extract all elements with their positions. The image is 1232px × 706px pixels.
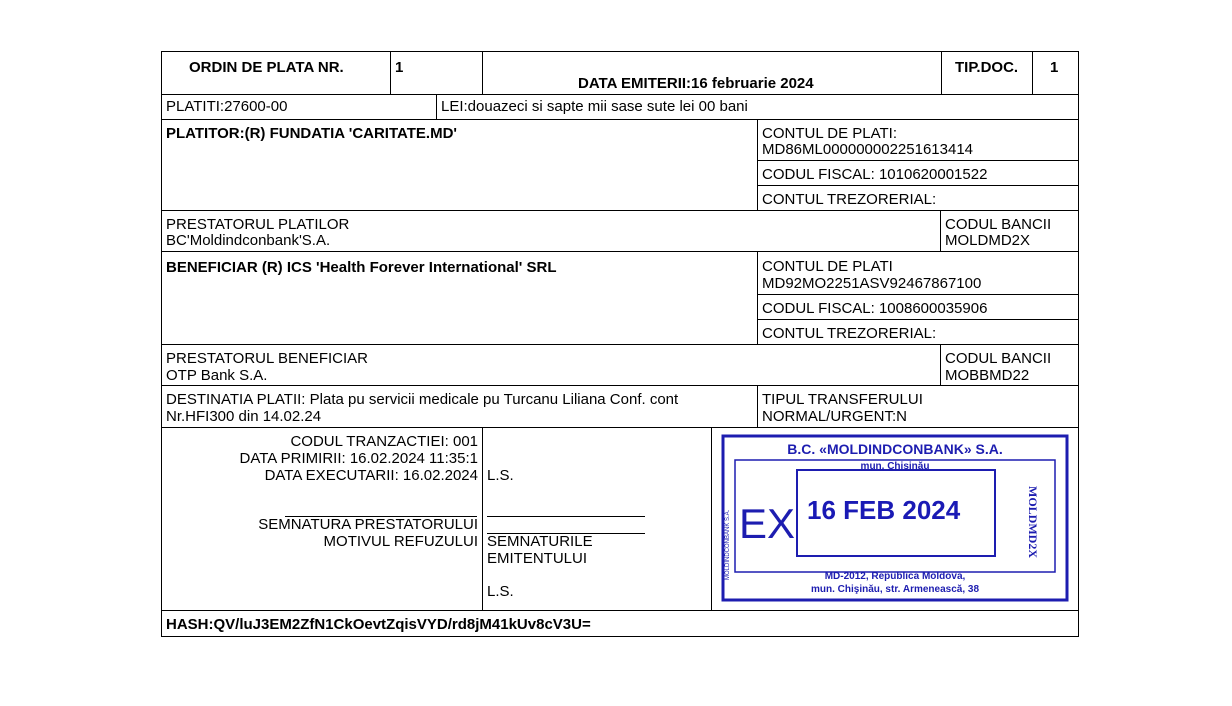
- beneficiary-bank-label: PRESTATORUL BENEFICIAR: [166, 350, 368, 367]
- beneficiary-name: BENEFICIAR (R) ICS 'Health Forever International' SRL: [166, 259, 557, 276]
- issuer-signatures-label-1: SEMNATURILE: [487, 533, 593, 550]
- payer-treasury: CONTUL TREZORERIAL:: [762, 191, 937, 208]
- refusal-reason-label: MOTIVUL REFUZULUI: [323, 533, 478, 550]
- document-title: ORDIN DE PLATA NR.: [189, 59, 344, 76]
- amount-number: PLATITI:27600-00: [166, 98, 288, 115]
- beneficiary-treasury: CONTUL TREZORERIAL:: [762, 325, 937, 342]
- bank-stamp: [721, 434, 1069, 602]
- issue-date: DATA EMITERII:16 februarie 2024: [578, 75, 814, 92]
- payer-bank-code-label: CODUL BANCII: [945, 216, 1052, 233]
- transaction-code: CODUL TRANZACTIEI: 001: [290, 433, 478, 450]
- payer-account: MD86ML000000002251613414: [762, 141, 974, 158]
- payer-name: PLATITOR:(R) FUNDATIA 'CARITATE.MD': [166, 125, 457, 142]
- executed-date: DATA EXECUTARII: 16.02.2024: [264, 467, 478, 484]
- purpose-line-2: Nr.HFI300 din 14.02.24: [166, 408, 322, 425]
- issuer-signature-line-1: [487, 516, 645, 517]
- payer-fiscal: CODUL FISCAL: 1010620001522: [762, 166, 988, 183]
- beneficiary-fiscal: CODUL FISCAL: 1008600035906: [762, 300, 988, 317]
- transfer-type-label: TIPUL TRANSFERULUI: [762, 391, 923, 408]
- stamp-side-left: MOLDINDCONBANK S.A.: [725, 509, 731, 580]
- payment-order: [161, 51, 1079, 637]
- beneficiary-account-label: CONTUL DE PLATI: [762, 258, 893, 275]
- stamp-mark: EX: [739, 500, 796, 547]
- ls-bottom: L.S.: [487, 583, 514, 600]
- beneficiary-account: MD92MO2251ASV92467867100: [762, 275, 982, 292]
- order-number: 1: [395, 59, 404, 76]
- payer-account-label: CONTUL DE PLATI:: [762, 125, 898, 142]
- hash-value: HASH:QV/luJ3EM2ZfN1CkOevtZqisVYD/rd8jM41kUv8cV3U=: [166, 616, 591, 633]
- payer-bank-code: MOLDMD2X: [945, 232, 1031, 249]
- purpose-line-1: DESTINATIA PLATII: Plata pu servicii medicale pu Turcanu Liliana Conf. cont: [166, 391, 679, 408]
- issuer-signatures-label-2: EMITENTULUI: [487, 550, 588, 567]
- amount-words: LEI:douazeci si sapte mii sase sute lei 00 bani: [441, 98, 748, 115]
- doc-type-label: TIP.DOC.: [955, 59, 1019, 76]
- signatures-cell: [482, 427, 712, 611]
- provider-signature-label: SEMNATURA PRESTATORULUI: [258, 516, 478, 533]
- ls-top: L.S.: [487, 467, 514, 484]
- doc-type-value: 1: [1050, 59, 1059, 76]
- stamp-bank-name: B.C. «MOLDINDCONBANK» S.A.: [787, 441, 1003, 457]
- payer-bank-label: PRESTATORUL PLATILOR: [166, 216, 350, 233]
- received-date: DATA PRIMIRII: 16.02.2024 11:35:1: [239, 450, 478, 467]
- stamp-city: mun. Chişinău: [860, 461, 930, 472]
- payer-bank-name: BC'Moldindconbank'S.A.: [166, 232, 331, 249]
- transfer-type-value: NORMAL/URGENT:N: [762, 408, 908, 425]
- stamp-address-1: MD-2012, Republica Moldova,: [824, 571, 966, 582]
- stamp-date: 16 FEB 2024: [807, 495, 961, 525]
- stamp-side-right: MOLDMD2X: [1026, 486, 1040, 558]
- beneficiary-bank-name: OTP Bank S.A.: [166, 367, 268, 384]
- beneficiary-bank-code: MOBBMD22: [945, 367, 1030, 384]
- stamp-address-2: mun. Chişinău, str. Armenească, 38: [810, 584, 980, 595]
- beneficiary-bank-code-label: CODUL BANCII: [945, 350, 1052, 367]
- number-cell: [390, 51, 483, 95]
